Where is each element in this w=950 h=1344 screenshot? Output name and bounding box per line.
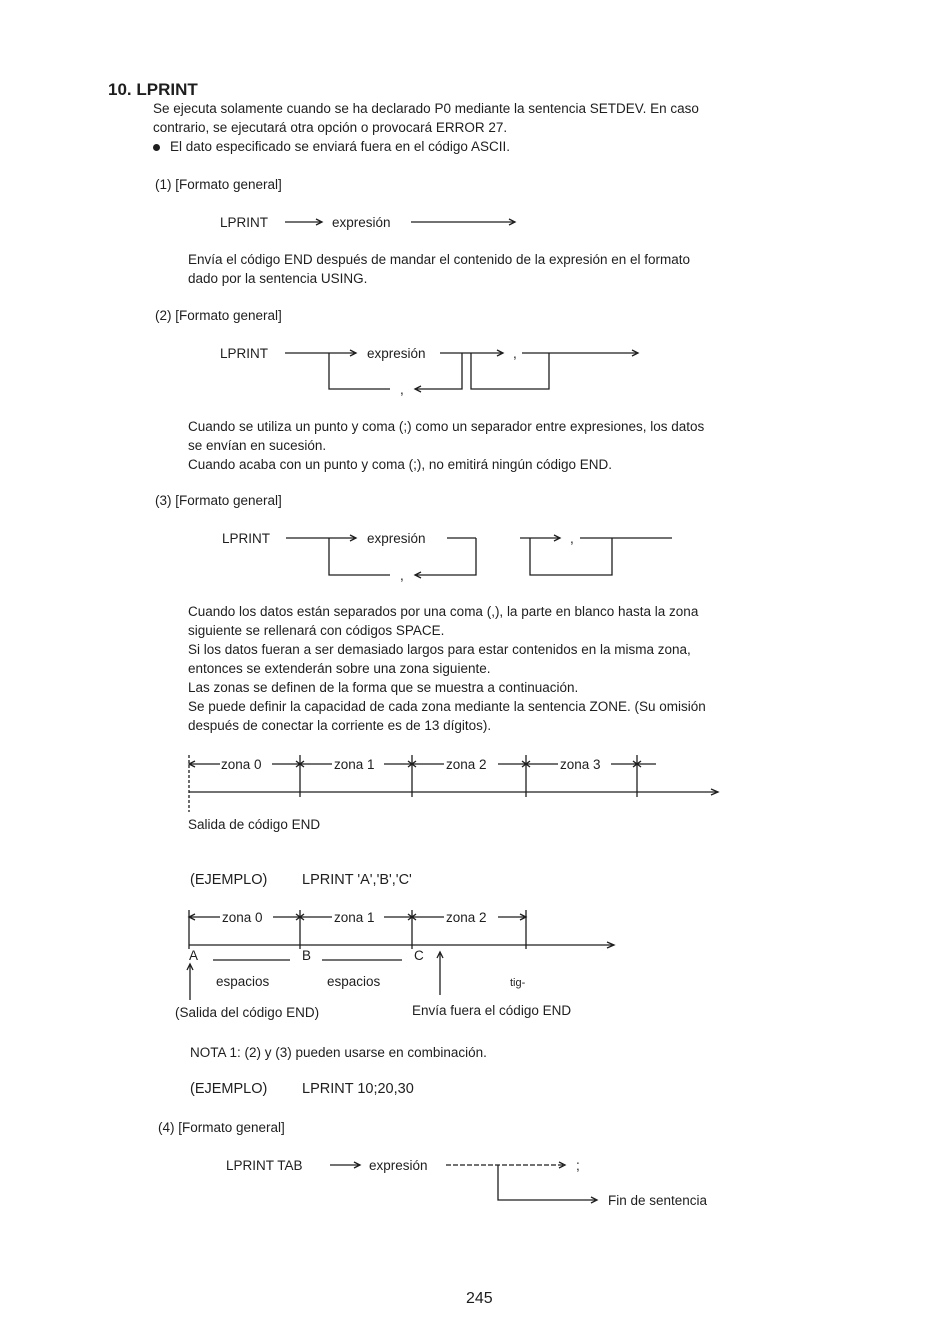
format-1-desc-2: dado por la sentencia USING.	[188, 271, 368, 286]
intro-line-2: contrario, se ejecutará otra opción o provocará ERROR 27.	[153, 120, 508, 135]
example-1-code: LPRINT 'A','B','C'	[302, 872, 412, 888]
ex-zone-2: zona 2	[446, 910, 487, 925]
f1-expr: expresión	[332, 215, 391, 230]
format-3-heading: (3) [Formato general]	[155, 493, 282, 508]
page-number: 245	[466, 1290, 493, 1307]
letter-c: C	[414, 948, 424, 963]
format-1-desc-1: Envía el código END después de mandar el contenido de la expresión en el formato	[188, 252, 691, 267]
end-output-label: Salida de código END	[188, 817, 321, 832]
f3-sep-2: ,	[400, 568, 404, 583]
format-4-heading: (4) [Formato general]	[158, 1120, 285, 1135]
letter-b: B	[302, 948, 312, 963]
format-3-desc-1: Cuando los datos están separados por una coma (,), la parte en blanco hasta la zona	[188, 604, 699, 619]
f3-sep-1: ,	[570, 531, 574, 546]
format-3-desc-5: Las zonas se definen de la forma que se muestra a continuación.	[188, 680, 579, 695]
f3-cmd: LPRINT	[222, 531, 271, 546]
intro-line-1: Se ejecuta solamente cuando se ha declarado P0 mediante la sentencia SETDEV. En caso	[153, 101, 699, 116]
f4-end-note: Fin de sentencia	[608, 1193, 708, 1208]
zone-2-label: zona 2	[446, 757, 487, 772]
f2-cmd: LPRINT	[220, 346, 269, 361]
f3-expr: expresión	[367, 531, 426, 546]
spaces-2: espacios	[327, 974, 381, 989]
ex-zone-1: zona 1	[334, 910, 375, 925]
format-3-desc-3: Si los datos fueran a ser demasiado largos para estar contenidos en la misma zona,	[188, 642, 691, 657]
f4-expr: expresión	[369, 1158, 428, 1173]
f4-cmd: LPRINT TAB	[226, 1158, 303, 1173]
right-note: Envía fuera el código END	[412, 1003, 572, 1018]
format-3-desc-4: entonces se extenderán sobre una zona siguiente.	[188, 661, 491, 676]
ex-zone-0: zona 0	[222, 910, 263, 925]
example-1-label: (EJEMPLO)	[190, 872, 268, 888]
zone-3-label: zona 3	[560, 757, 601, 772]
f2-sep-1: ,	[513, 346, 517, 361]
f1-cmd: LPRINT	[220, 215, 269, 230]
example-2-label: (EJEMPLO)	[190, 1081, 268, 1097]
format-1-heading: (1) [Formato general]	[155, 177, 282, 192]
intro-bullet-text: El dato especificado se enviará fuera en el código ASCII.	[170, 139, 510, 154]
zone-0-label: zona 0	[221, 757, 262, 772]
letter-a: A	[189, 948, 199, 963]
f4-end: ;	[576, 1158, 580, 1173]
format-2-desc-2: se envían en sucesión.	[188, 438, 327, 453]
note-1: NOTA 1: (2) y (3) pueden usarse en combinación.	[190, 1045, 487, 1060]
f2-expr: expresión	[367, 346, 426, 361]
format-3-desc-7: después de conectar la corriente es de 13 dígitos).	[188, 718, 492, 733]
spaces-1: espacios	[216, 974, 270, 989]
format-3-desc-2: siguiente se rellenará con códigos SPACE.	[188, 623, 445, 638]
left-note: (Salida del código END)	[175, 1005, 320, 1020]
format-3-desc-6: Se puede definir la capacidad de cada zona mediante la sentencia ZONE. (Su omisión	[188, 699, 706, 714]
zone-1-label: zona 1	[334, 757, 375, 772]
stray-mark: tig-	[510, 977, 526, 989]
section-title: 10. LPRINT	[108, 80, 198, 99]
format-2-desc-1: Cuando se utiliza un punto y coma (;) como un separador entre expresiones, los datos	[188, 419, 705, 434]
example-2-code: LPRINT 10;20,30	[302, 1081, 414, 1097]
format-2-heading: (2) [Formato general]	[155, 308, 282, 323]
f2-sep-2: ,	[400, 382, 404, 397]
format-2-desc-3: Cuando acaba con un punto y coma (;), no emitirá ningún código END.	[188, 457, 612, 472]
